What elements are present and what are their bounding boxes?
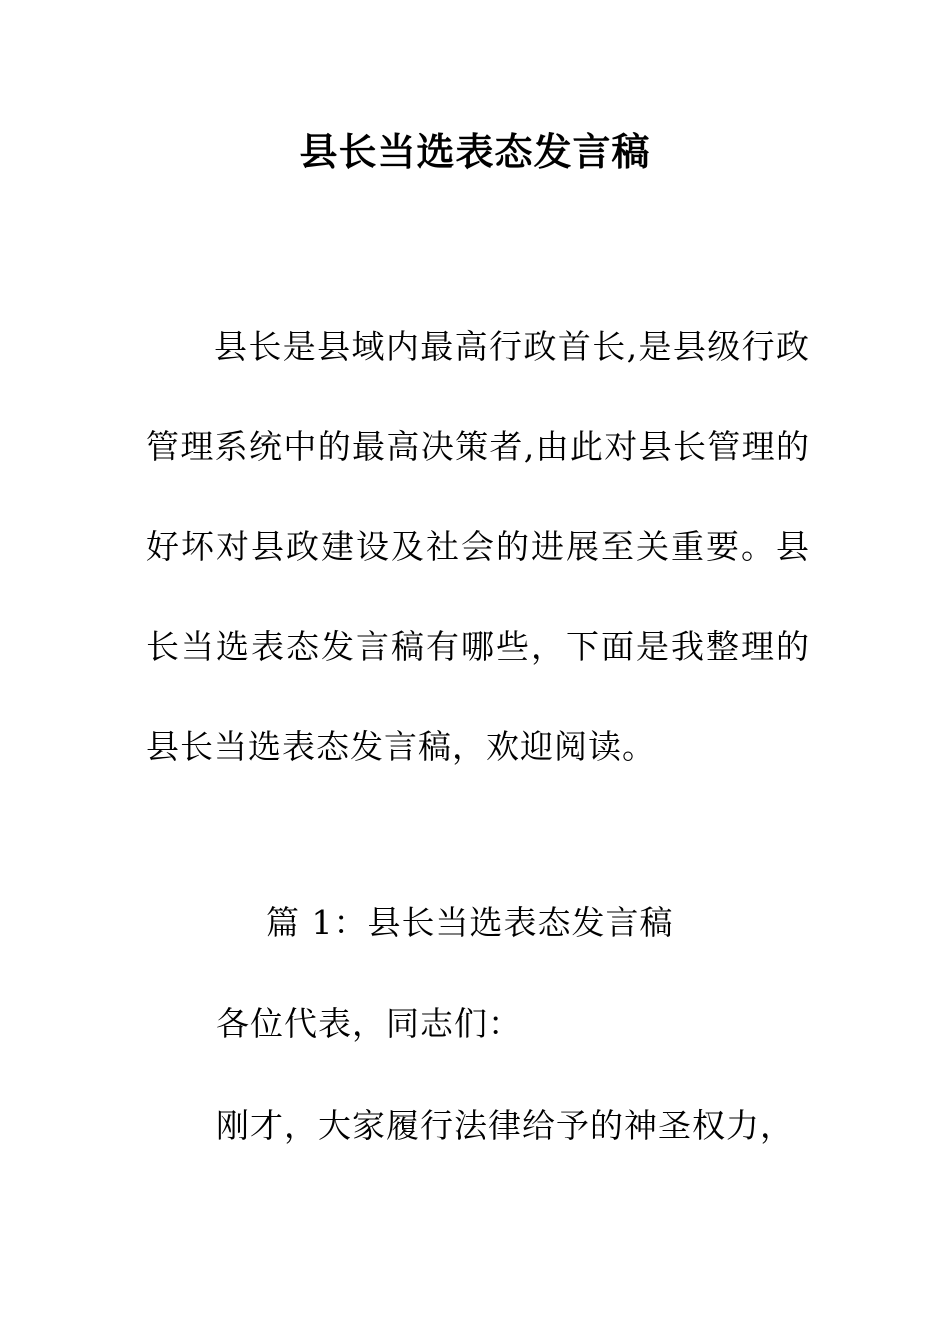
- section-heading: 篇 1：县长当选表态发言稿: [266, 903, 674, 942]
- document-title: 县长当选表态发言稿: [299, 129, 651, 174]
- body-paragraph: 刚才，大家履行法律给予的神圣权力，: [216, 1106, 794, 1145]
- intro-paragraph: 县长是县域内最高行政首长,是县级行政管理系统中的最高决策者,由此对县长管理的好坏对县政建设及社会的进展至关重要。县长当选表态发言稿有哪些，下面是我整理的县长当选表态发言稿，欢迎阅读。: [146, 327, 810, 766]
- salutation: 各位代表，同志们：: [216, 1004, 522, 1043]
